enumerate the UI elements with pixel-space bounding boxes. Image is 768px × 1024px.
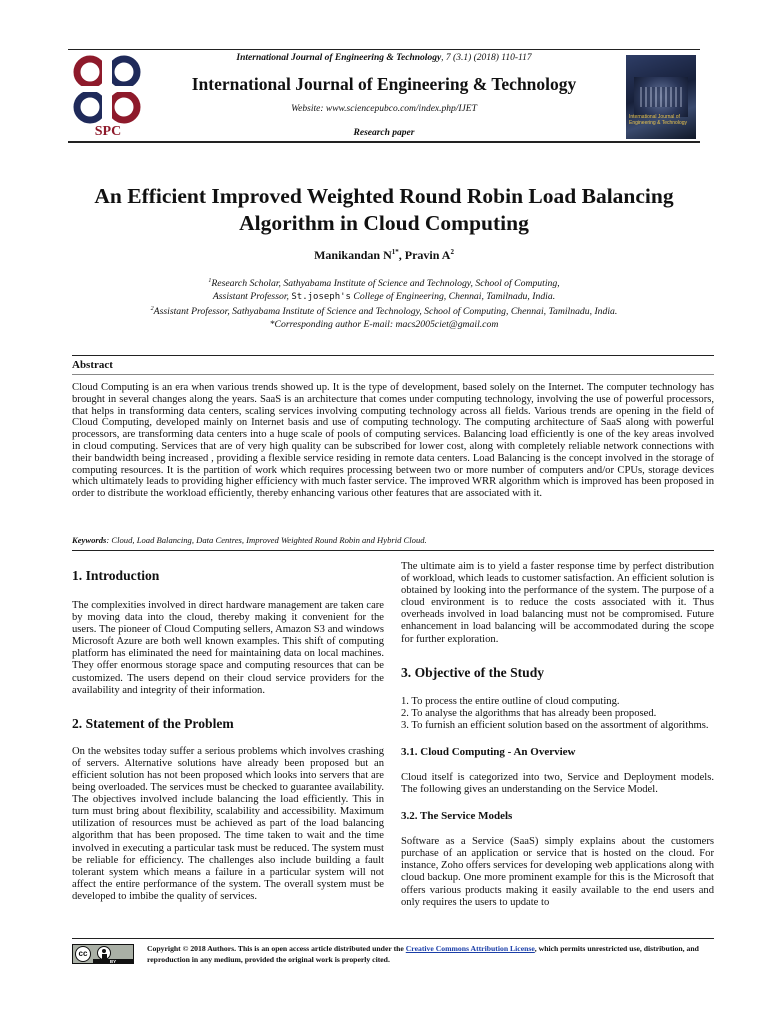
keywords-label: Keywords xyxy=(72,535,107,545)
section-introduction-heading: 1. Introduction xyxy=(72,568,160,583)
affiliation-1-college: St.joseph's xyxy=(291,291,351,302)
corresponding-author: *Corresponding author E-mail: macs2005ciet@gmail.com xyxy=(269,318,499,330)
problem-text: On the websites today suffer a serious problems which involves crashing of servers. Alternative solutions have already been proposed but an efficient solution has not been proposed which looks into servers that are being overloaded. The services must be checked to guarantee availability. The objectives involved include balancing the load efficiently. This in turn must bring about flexibility, scalability and accessibility. Maximum utilization of resources must be achieved as part of the load balancing algorithm that has been proposed. The time taken to wait and the time involved in executing a particular task must be reduced. The system must be reliable for efficiency. The challenges also include building a fault tolerant system which means a failure in a particular system will not affect the entire performance of the system. The overall system must be developed to imbibe the quality of services. xyxy=(72,745,384,902)
by-label: BY xyxy=(93,959,133,964)
subsection-service-models-heading: 3.2. The Service Models xyxy=(401,810,513,823)
journal-cover-image xyxy=(626,55,696,139)
keywords xyxy=(72,535,714,545)
abstract-heading: Abstract xyxy=(72,359,113,371)
spc-logo-text: SPC xyxy=(94,124,122,139)
paper-title xyxy=(40,183,728,237)
spc-logo-mark xyxy=(72,55,144,129)
abstract-bottom-rule xyxy=(72,550,714,551)
header-bottom-rule xyxy=(68,141,700,143)
affiliation-1-mark: 1 xyxy=(208,278,212,284)
introduction-text: The complexities involved in direct hardware management are taken care by moving data into the cloud, thereby making it convenient for the users. The pioneer of Cloud Computing sellers, Amazon S3 and windows Microsoft Azure are both well known examples. This shift of computing platform has eliminated the need for maintaining data on local machines. They offer enormous storage space and computing resources that can be customized. The users depend on their cloud service providers for the availability and integrity of their information. xyxy=(72,600,384,696)
affiliation-1-line2c: College of Engineering, Chennai, Tamilnadu, India. xyxy=(350,290,556,302)
authors xyxy=(40,248,728,263)
affiliations xyxy=(40,275,728,331)
objective-item: 1. To process the entire outline of cloud computing. xyxy=(401,695,620,707)
journal-issue-line xyxy=(150,53,618,63)
copyright-notice xyxy=(147,943,714,965)
cc-icon: cc xyxy=(75,946,91,962)
objective-item: 2. To analyse the algorithms that has already been proposed. xyxy=(401,707,657,719)
journal-title: International Journal of Engineering & Technology xyxy=(191,74,577,94)
author-separator: , xyxy=(398,248,405,262)
author-2-mark: 2 xyxy=(450,248,454,256)
section-problem-heading: 2. Statement of the Problem xyxy=(72,715,234,731)
journal-cover-text: International Journal of Engineering & Technology xyxy=(629,114,688,126)
affiliation-2: Assistant Professor, Sathyabama Institute of Science and Technology, School of Computing, Chennai, Tamilnadu, India. xyxy=(153,306,618,318)
footer-rule xyxy=(72,938,714,939)
affiliation-1-line2a: Assistant Professor, xyxy=(212,290,292,302)
cc-by-badge[interactable] xyxy=(72,944,134,964)
author-1-mark: 1* xyxy=(391,248,399,256)
header-top-rule xyxy=(68,49,700,50)
section-objective-heading: 3. Objective of the Study xyxy=(401,664,545,680)
issue-info: , 7 (3.1) (2018) 110-117 xyxy=(441,53,532,63)
paper-title-line1: An Efficient Improved Weighted Round Robin Load Balancing xyxy=(94,184,674,208)
affiliation-1-line1: Research Scholar, Sathyabama Institute of Science and Technology, School of Computing, xyxy=(211,278,560,290)
journal-name-small: International Journal of Engineering & Technology xyxy=(236,53,442,63)
license-link[interactable]: Creative Commons Attribution License xyxy=(405,944,535,953)
author-2: Pravin A xyxy=(404,248,451,262)
service-models-text: Software as a Service (SaaS) simply explains about the customers purchase of an application or service that is hosted on the cloud. For instance, Zoho offers services for developing web applications along with cloud backup. One more prominent example for this is the Microsoft that offers various products making it easily available to the end users and only requires the users to update to xyxy=(401,836,714,908)
author-1: Manikandan N xyxy=(314,248,392,262)
journal-website: Website: www.sciencepubco.com/index.php/IJET xyxy=(291,104,477,114)
abstract-text: Cloud Computing is an era when various trends showed up. It is the type of development, based solely on the Internet. The computer technology has brought in several changes along the years. SaaS is an architecture that comes under computing technology, involving the use of powerful processors, that helps in transforming data centers, scaling services involving computing technology across all fields. Various trends are opening in the field of Cloud Computing, developed mainly on Internet basis and use of computing technology. The computing architecture of SaaS along with powerful processors, are transforming data centers into a huge scale of pools of computing services. Balancing load efficiently is one of the key areas involved in cloud computing. Services that are of very high quality can be subscribed for lower cost, along with completely reliable network connections with their bandwidth being increased , providing a flexible service residing in remote data centers. Load Balancing is the concept involved in the storage of computing resources. It is the partition of work which requires processing between two or more number of computers and/or CPUs, storage devices which ultimately leads to providing higher efficiency with much faster service. The improved WRR algorithm which is improved has been proposed in order to distribute the workload efficiently, thereby enhancing various other features that are associated with it. xyxy=(72,382,714,500)
objectives-list xyxy=(401,696,714,732)
paper-title-line2: Algorithm in Cloud Computing xyxy=(239,211,529,235)
left-column xyxy=(72,558,384,903)
person-icon xyxy=(97,946,111,960)
keywords-list: : Cloud, Load Balancing, Data Centres, Improved Weighted Round Robin and Hybrid Cloud. xyxy=(106,535,427,545)
copyright-text-b: , which permits unrestricted use, distribution, and reproduction in any medium, provided the original work is properly cited. xyxy=(147,944,699,964)
abstract-inner-rule xyxy=(72,374,714,375)
copyright-text-a: Copyright © 2018 Authors. This is an open access article distributed under the xyxy=(147,944,406,953)
paper-type: Research paper xyxy=(353,128,415,138)
right-column xyxy=(401,561,714,909)
affiliation-2-mark: 2 xyxy=(150,306,154,313)
continued-text: The ultimate aim is to yield a faster response time by perfect distribution of workload, which leads to customer satisfaction. An efficient solution is obtained by looking into the performance of the system. The purpose of a cloud environment is to reduce the costs associated with it. Thus overheads involved in load balancing must not be compromised. Future enhancement in load balancing will be accommodated during the scope for further exploration. xyxy=(401,561,714,645)
objective-item: 3. To furnish an efficient solution based on the assortment of algorithms. xyxy=(401,719,709,731)
abstract-top-rule xyxy=(72,355,714,356)
subsection-overview-heading: 3.1. Cloud Computing - An Overview xyxy=(401,745,576,758)
spc-logo xyxy=(72,55,144,141)
overview-text: Cloud itself is categorized into two, Service and Deployment models. The following gives an understanding on the Service Model. xyxy=(401,771,714,796)
